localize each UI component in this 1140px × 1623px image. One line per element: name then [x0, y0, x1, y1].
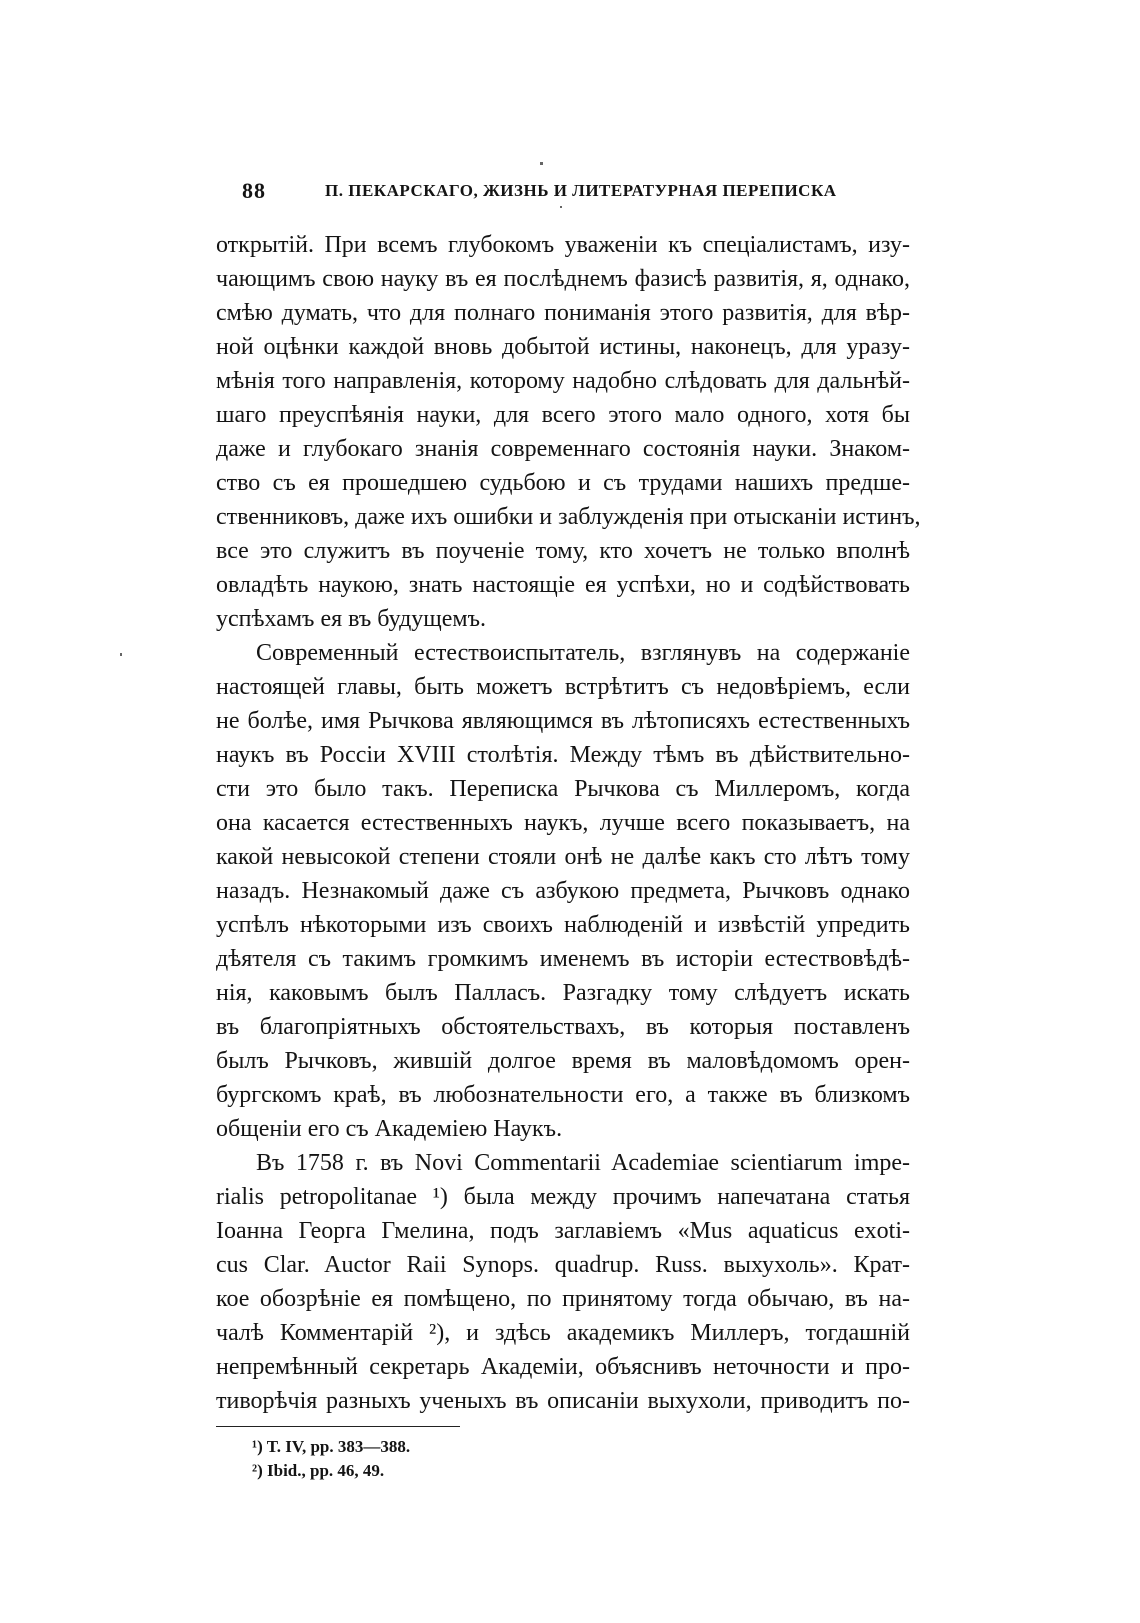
- text-line: не болѣе, имя Рычкова являющимся въ лѣтописяхъ естественныхъ: [216, 708, 910, 734]
- text-line: успѣхамъ ея въ будущемъ.: [216, 606, 487, 632]
- text-line: Въ 1758 г. въ Novi Commentarii Academiae scientiarum impe-: [256, 1150, 910, 1176]
- text-line: успѣлъ нѣкоторыми изъ своихъ наблюденій и извѣстій упредить: [216, 912, 910, 938]
- text-line: мѣнія того направленія, которому надобно слѣдовать для дальнѣй-: [216, 368, 910, 394]
- text-line: чалѣ Комментарій ²), и здѣсь академикъ Миллеръ, тогдашній: [216, 1320, 910, 1346]
- running-title: П. ПЕКАРСКАГО, ЖИЗНЬ И ЛИТЕРАТУРНАЯ ПЕРЕПИСКА: [325, 181, 837, 200]
- text-line: ственниковъ, даже ихъ ошибки и заблужденія при отысканіи истинъ,: [216, 504, 921, 530]
- text-line: какой невысокой степени стояли онѣ не далѣе какъ сто лѣтъ тому: [216, 844, 910, 870]
- text-line: Іоанна Георга Гмелина, подъ заглавіемъ «Mus aquaticus exoti-: [216, 1218, 910, 1244]
- footnote-rule: [216, 1426, 460, 1427]
- footnote: ²) Ibid., pp. 46, 49.: [252, 1461, 385, 1480]
- scan-speck: [560, 206, 562, 208]
- text-line: бургскомъ краѣ, въ любознательности его, а также въ близкомъ: [216, 1082, 910, 1108]
- text-line: cus Clar. Auctor Raii Synops. quadrup. Russ. выхухоль». Крат-: [216, 1252, 910, 1278]
- footnote: ¹) T. IV, pp. 383—388.: [252, 1437, 411, 1456]
- text-line: чающимъ свою науку въ ея послѣднемъ фазисѣ развитія, я, однако,: [216, 266, 910, 292]
- text-line: ство съ ея прошедшею судьбою и съ трудами нашихъ предше-: [216, 470, 910, 496]
- text-line: былъ Рычковъ, жившій долгое время въ маловѣдомомъ орен-: [216, 1048, 910, 1074]
- text-line: кое обозрѣніе ея помѣщено, по принятому тогда обычаю, въ на-: [216, 1286, 910, 1312]
- text-line: сти это было такъ. Переписка Рычкова съ Миллеромъ, когда: [216, 776, 910, 802]
- text-line: овладѣть наукою, знать настоящіе ея успѣхи, но и содѣйствовать: [216, 572, 910, 598]
- text-line: Современный естествоиспытатель, взглянувъ на содержаніе: [256, 640, 910, 666]
- text-line: шаго преуспѣянія науки, для всего этого мало одного, хотя бы: [216, 402, 910, 428]
- text-line: наукъ въ Россіи XVIII столѣтія. Между тѣмъ въ дѣйствительно-: [216, 742, 910, 768]
- scan-speck: [120, 653, 122, 656]
- text-line: она касается естественныхъ наукъ, лучше всего показываетъ, на: [216, 810, 910, 836]
- text-line: rialis petropolitanae ¹) была между прочимъ напечатана статья: [216, 1184, 910, 1210]
- text-line: непремѣнный секретарь Академіи, объяснивъ неточности и про-: [216, 1354, 910, 1380]
- text-line: смѣю думать, что для полнаго пониманія этого развитія, для вѣр-: [216, 300, 910, 326]
- text-line: дѣятеля съ такимъ громкимъ именемъ въ исторіи естествовѣдѣ-: [216, 946, 910, 972]
- text-line: тиворѣчія разныхъ ученыхъ въ описаніи выхухоли, приводитъ по-: [216, 1388, 910, 1414]
- text-line: все это служитъ въ поученіе тому, кто хочетъ не только вполнѣ: [216, 538, 910, 564]
- text-line: ной оцѣнки каждой вновь добытой истины, наконецъ, для уразу-: [216, 334, 910, 360]
- text-line: назадъ. Незнакомый даже съ азбукою предмета, Рычковъ однако: [216, 878, 910, 904]
- scan-speck: [540, 162, 543, 165]
- text-line: открытій. При всемъ глубокомъ уваженіи къ спеціалистамъ, изу-: [216, 232, 910, 258]
- text-line: въ благопріятныхъ обстоятельствахъ, въ которыя поставленъ: [216, 1014, 910, 1040]
- page-number: 88: [242, 178, 266, 203]
- text-line: общеніи его съ Академіею Наукъ.: [216, 1116, 563, 1142]
- text-line: настоящей главы, быть можетъ встрѣтитъ съ недовѣріемъ, если: [216, 674, 910, 700]
- text-line: даже и глубокаго знанія современнаго состоянія науки. Знаком-: [216, 436, 910, 462]
- text-line: нія, каковымъ былъ Палласъ. Разгадку тому слѣдуетъ искать: [216, 980, 910, 1006]
